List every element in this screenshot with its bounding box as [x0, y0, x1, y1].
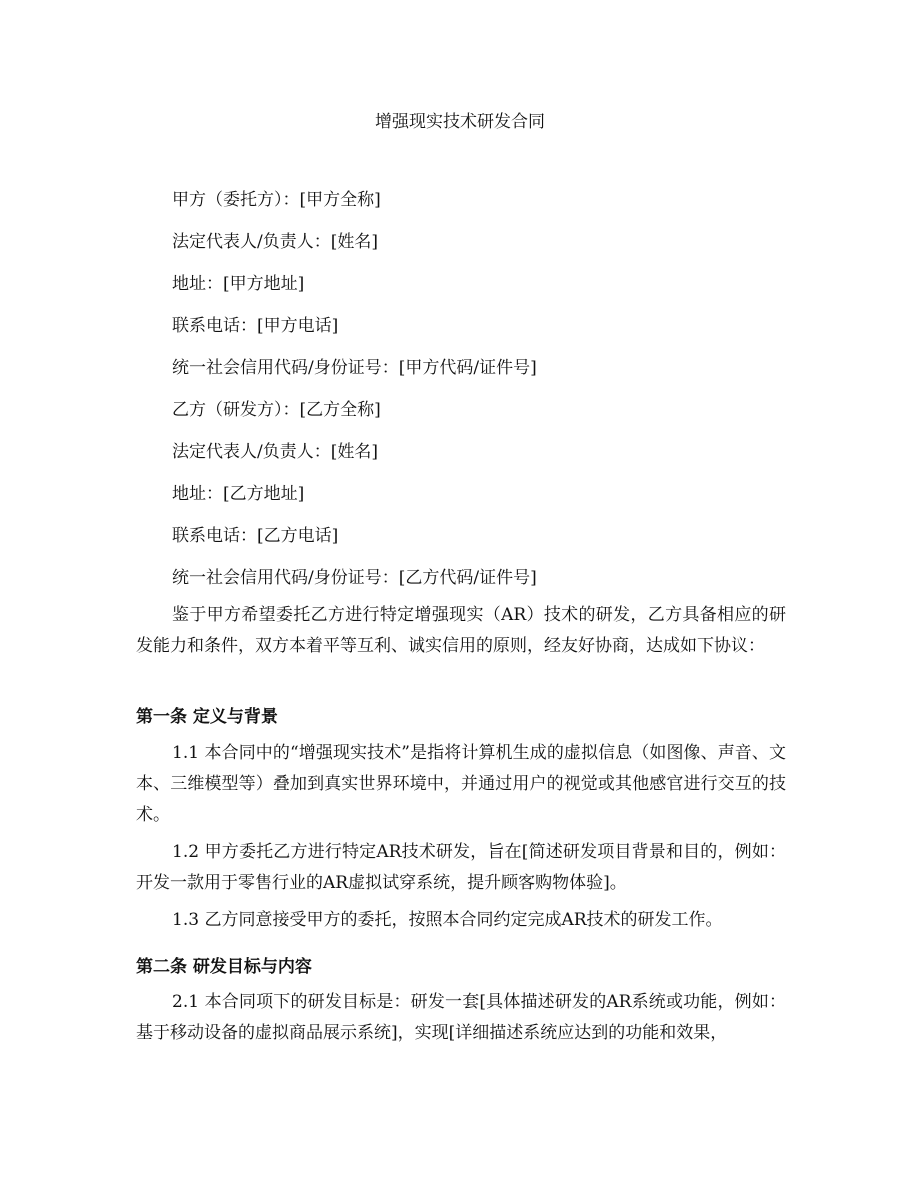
party-b-code: 统一社会信用代码/身份证号：[乙方代码/证件号] — [172, 568, 537, 588]
preamble-paragraph: 鉴于甲方希望委托乙方进行特定增强现实（AR）技术的研发，乙方具备相应的研发能力和条件，双方本着平等互利、诚实信用的原则，经友好协商，达成如下协议： — [136, 605, 786, 656]
party-b-representative: 法定代表人/负责人：[姓名] — [172, 442, 378, 462]
party-b-phone: 联系电话：[乙方电话] — [172, 526, 339, 546]
party-a-name: 甲方（委托方）：[甲方全称] — [172, 190, 381, 210]
article-1-heading: 第一条 定义与背景 — [136, 707, 278, 727]
clause-1-2: 1.2 甲方委托乙方进行特定AR技术研发，旨在[简述研发项目背景和目的，例如：开发一款用于零售行业的AR虚拟试穿系统，提升顾客购物体验]。 — [136, 842, 786, 893]
party-b-address: 地址：[乙方地址] — [172, 484, 305, 504]
party-a-representative: 法定代表人/负责人：[姓名] — [172, 232, 378, 252]
article-2-heading: 第二条 研发目标与内容 — [136, 957, 312, 977]
clause-1-3: 1.3 乙方同意接受甲方的委托，按照本合同约定完成AR技术的研发工作。 — [172, 910, 723, 930]
clause-2-1: 2.1 本合同项下的研发目标是：研发一套[具体描述研发的AR系统或功能，例如：基于移动设备的虚拟商品展示系统]，实现[详细描述系统应达到的功能和效果， — [136, 992, 786, 1043]
party-a-address: 地址：[甲方地址] — [172, 274, 305, 294]
party-a-code: 统一社会信用代码/身份证号：[甲方代码/证件号] — [172, 358, 537, 378]
party-b-name: 乙方（研发方）：[乙方全称] — [172, 400, 381, 420]
party-a-phone: 联系电话：[甲方电话] — [172, 316, 339, 336]
document-title: 增强现实技术研发合同 — [375, 112, 545, 132]
clause-1-1: 1.1 本合同中的“增强现实技术”是指将计算机生成的虚拟信息（如图像、声音、文本、三维模型等）叠加到真实世界环境中，并通过用户的视觉或其他感官进行交互的技术。 — [136, 743, 786, 825]
